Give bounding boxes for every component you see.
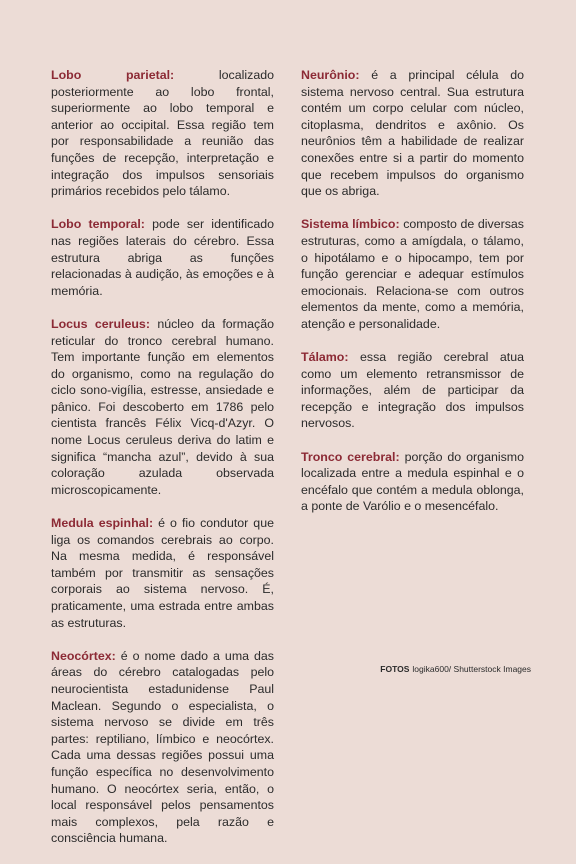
glossary-term: Lobo parietal: bbox=[51, 68, 175, 82]
glossary-entry-lobo-temporal bbox=[51, 216, 274, 299]
glossary-term: Neurônio: bbox=[301, 68, 360, 82]
glossary-definition: é a principal célula do sistema nervoso central. Sua estrutura contém um corpo celular com núcleo, citoplasma, dendritos e axônio. Os neurônios têm a habilidade de realizar conexões entre si a partir do momento que recebem impulsos do organismo que os abriga. bbox=[301, 68, 524, 199]
glossary-definition: pode ser identificado nas regiões laterais do cérebro. Essa estrutura abriga as funções relacionadas à audição, às emoções e à memória. bbox=[51, 217, 274, 298]
glossary-entry-talamo bbox=[301, 349, 524, 432]
glossary-entry-neuronio bbox=[301, 67, 524, 200]
glossary-definition: porção do organismo localizada entre a medula espinhal e o encéfalo que contém a medula oblonga, a ponte de Varólio e o mesencéfalo. bbox=[301, 449, 525, 514]
glossary-term: Sistema límbico: bbox=[301, 217, 400, 232]
glossary-entry-neocortex bbox=[51, 648, 274, 847]
glossary-entry-medula-espinhal bbox=[51, 515, 274, 631]
glossary-term: Medula espinhal: bbox=[51, 516, 154, 531]
glossary-term: Tronco cerebral: bbox=[301, 449, 400, 464]
left-column bbox=[51, 67, 274, 864]
glossary-entry-sistema-limbico bbox=[301, 216, 524, 332]
glossary-term: Locus ceruleus: bbox=[51, 316, 150, 331]
glossary-definition: localizado posteriormente ao lobo frontal, superiormente ao lobo temporal e anterior ao occipital. Essa região tem por responsabilidade a reunião das funções de recepção, interpretação e integração dos impulsos sensoriais primários recebidos pelo tálamo. bbox=[51, 68, 274, 199]
glossary-definition: é o fio condutor que liga os comandos cerebrais ao corpo. Na mesma medida, é responsável também por transmitir as sensações corporais ao sistema nervoso. É, praticamente, uma estrada entre ambas as estruturas. bbox=[51, 516, 274, 630]
glossary-definition: núcleo da formação reticular do tronco cerebral humano. Tem importante função em elementos do organismo, como na regulação do ciclo sono-vigília, estresse, ansiedade e pânico. Foi descoberto em 1786 pelo cientista francês Félix Vicq-d'Azyr. O nome Locus ceruleus deriva do latim e significa “mancha azul”, devido à sua coloração azulada observada microscopicamente. bbox=[51, 316, 274, 497]
glossary-entry-tronco-cerebral bbox=[301, 449, 524, 515]
right-column bbox=[301, 67, 524, 532]
glossary-entry-locus-ceruleus bbox=[51, 316, 274, 499]
glossary-term: Neocórtex: bbox=[51, 648, 116, 663]
glossary-term: Lobo temporal: bbox=[51, 217, 145, 232]
photo-credit-label: FOTOS bbox=[380, 664, 410, 674]
photo-credit bbox=[380, 664, 531, 674]
glossary-definition: essa região cerebral atua como um elemento retransmissor de informações, além de participar da recepção e integração dos impulsos nervosos. bbox=[301, 350, 524, 431]
glossary-term: Tálamo: bbox=[301, 350, 349, 365]
glossary-entry-lobo-parietal bbox=[51, 67, 274, 200]
photo-credit-text: logika600/ Shutterstock Images bbox=[412, 664, 531, 674]
glossary-definition: é o nome dado a uma das áreas do cérebro catalogadas pelo neurocientista estadunidense Paul Maclean. Segundo o especialista, o sistema nervoso se divide em três partes: reptiliano, límbico e neocórtex. Cada uma dessas regiões possui uma função específica no desenvolvimento humano. O neocórtex seria, então, o local responsável pelos pensamentos mais complexos, pela razão e consciência humana. bbox=[51, 648, 274, 846]
glossary-definition: composto de diversas estruturas, como a amígdala, o tálamo, o hipotálamo e o hipocampo, tem por função gerenciar e adequar estímulos emocionais. Relaciona-se com outros elementos da mente, como a memória, atenção e personalidade. bbox=[301, 217, 525, 331]
